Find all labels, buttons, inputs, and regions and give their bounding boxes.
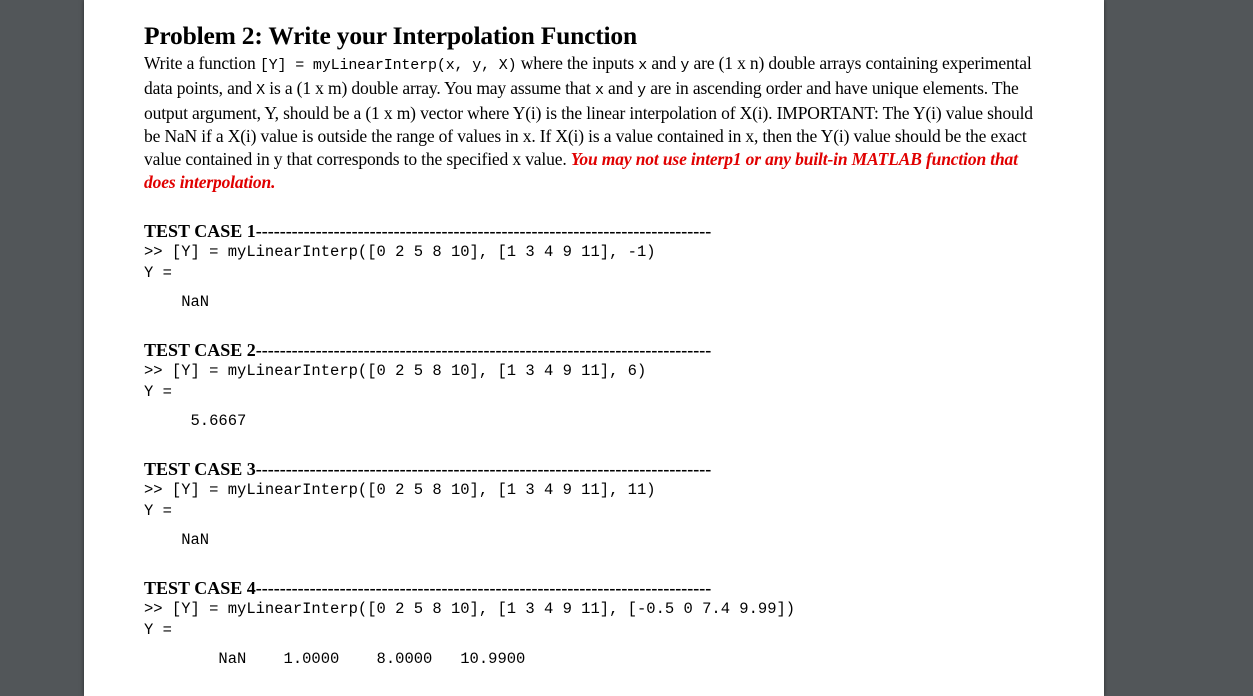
test-case-4 <box>144 577 1044 670</box>
function-signature: [Y] = myLinearInterp(x, y, X) <box>259 57 517 74</box>
result-value: NaN <box>144 531 210 549</box>
page-content <box>144 20 1044 670</box>
desc-text-3: and <box>647 53 681 73</box>
test-case-1 <box>144 220 1044 313</box>
test-command: >> [Y] = myLinearInterp([0 2 5 8 10], [1 3 4 9 11], 11) <box>144 481 656 499</box>
test-case-3 <box>144 458 1044 551</box>
var-X: X <box>256 82 266 99</box>
desc-text-5: is a (1 x m) double array. You may assume that <box>265 78 595 98</box>
test-command: >> [Y] = myLinearInterp([0 2 5 8 10], [1 3 4 9 11], -1) <box>144 243 656 261</box>
var-x: x <box>638 57 648 74</box>
var-y: y <box>680 57 690 74</box>
var-x-2: x <box>594 82 604 99</box>
warning-text: You may not use interp1 or any built-in MATLAB function that does interpolation. <box>144 149 1018 192</box>
desc-text-7: are in ascending order and have unique elements. The output argument, Y, should be a (1 x m) vector where Y(i) is the linear interpolation of X(i). IMPORTANT: The Y(i) value should be NaN if a X(i) value is outside the range of values in x. If X(i) is a value contained in x, then the Y(i) value should be the exact value contained in y that corresponds to the specified x value. <box>144 78 1033 169</box>
desc-text-4: are (1 x n) double arrays containing experimental data points, and <box>144 53 1032 98</box>
test-case-2 <box>144 339 1044 432</box>
document-page <box>84 0 1104 696</box>
result-label: Y = <box>144 502 172 520</box>
test-command: >> [Y] = myLinearInterp([0 2 5 8 10], [1 3 4 9 11], 6) <box>144 362 647 380</box>
result-label: Y = <box>144 383 172 401</box>
test-case-heading: TEST CASE 3---------------------------------------------------------------------------- <box>144 459 712 479</box>
result-label: Y = <box>144 264 172 282</box>
test-command: >> [Y] = myLinearInterp([0 2 5 8 10], [1 3 4 9 11], [-0.5 0 7.4 9.99]) <box>144 600 796 618</box>
test-case-heading: TEST CASE 2---------------------------------------------------------------------------- <box>144 340 712 360</box>
problem-title: Problem 2: Write your Interpolation Function <box>144 21 637 50</box>
var-y-2: y <box>637 82 646 99</box>
problem-description <box>144 52 1044 194</box>
test-case-heading: TEST CASE 4---------------------------------------------------------------------------- <box>144 578 712 598</box>
desc-text-1: Write a function <box>144 53 260 73</box>
result-value: NaN <box>144 293 210 311</box>
test-case-heading: TEST CASE 1---------------------------------------------------------------------------- <box>144 221 712 241</box>
result-value: NaN 1.0000 8.0000 10.9900 <box>144 650 526 668</box>
result-value: 5.6667 <box>144 412 247 430</box>
desc-text-6: and <box>603 78 638 98</box>
result-label: Y = <box>144 621 172 639</box>
desc-text-2: where the inputs <box>516 53 639 73</box>
